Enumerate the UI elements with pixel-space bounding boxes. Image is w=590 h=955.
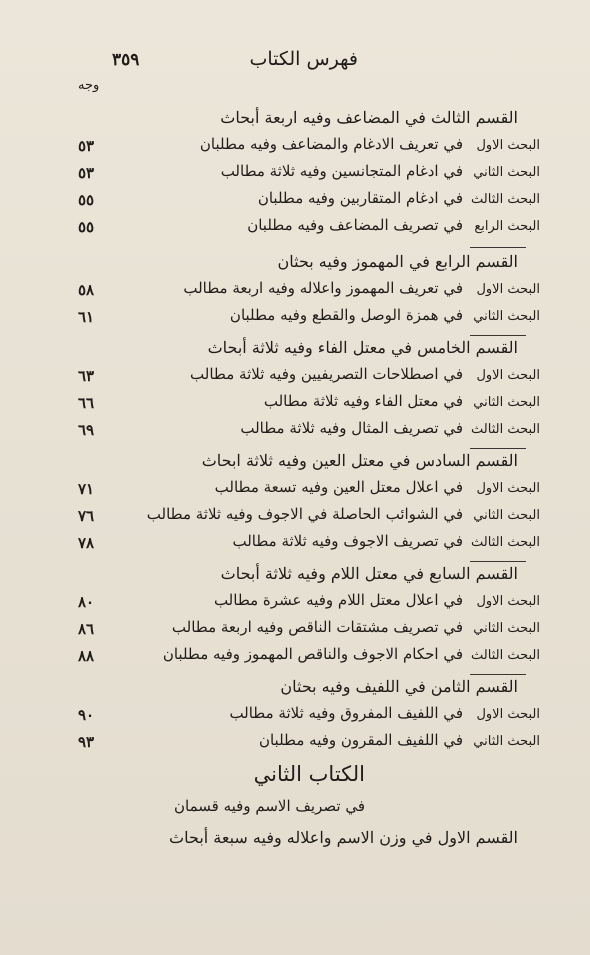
page-ref: ٦٩	[78, 421, 95, 439]
page-ref: ٦٦	[78, 394, 95, 412]
chapter-label: البحث الاول	[476, 481, 540, 496]
page-ref: ٨٠	[78, 593, 95, 611]
chapter-description: في اصطلاحات التصريفيين وفيه ثلاثة مطالب	[190, 365, 463, 383]
chapter-description: في اعلال معتل اللام وفيه عشرة مطالب	[213, 591, 463, 609]
chapter-label: البحث الثاني	[473, 508, 540, 523]
chapter-description: في معتل الفاء وفيه ثلاثة مطالب	[263, 392, 463, 410]
page-ref: ٨٦	[78, 620, 95, 638]
chapter-label: البحث الاول	[476, 368, 540, 383]
book-two-subtitle: في تصريف الاسم وفيه قسمان	[174, 797, 365, 815]
page-ref: ٧٨	[78, 534, 95, 552]
page-ref: ٧١	[78, 480, 95, 498]
section-divider	[470, 674, 526, 675]
chapter-label: البحث الاول	[476, 594, 540, 609]
page-ref: ٧٦	[78, 507, 95, 525]
chapter-label: البحث الثاني	[473, 309, 540, 324]
section-divider	[470, 561, 526, 562]
section-heading: القسم الثالث في المضاعف وفيه اربعة أبحاث	[220, 108, 518, 127]
chapter-label: البحث الثاني	[473, 395, 540, 410]
section-heading: القسم السادس في معتل العين وفيه ثلاثة ابحاث	[201, 451, 518, 470]
chapter-label: البحث الثالث	[471, 192, 540, 207]
chapter-label: البحث الثالث	[471, 535, 540, 550]
chapter-label: البحث الثالث	[471, 422, 540, 437]
chapter-description: في ادغام المتقاربين وفيه مطلبان	[257, 189, 463, 207]
chapter-description: في تعريف المهموز واعلاله وفيه اربعة مطالب	[183, 279, 463, 297]
chapter-label: البحث الثالث	[471, 648, 540, 663]
section-divider	[470, 448, 526, 449]
page-ref: ٥٨	[78, 281, 95, 299]
chapter-label: البحث الثاني	[473, 734, 540, 749]
chapter-description: في احكام الاجوف والناقص المهموز وفيه مطلبان	[162, 645, 463, 663]
chapter-description: في ادغام المتجانسين وفيه ثلاثة مطالب	[220, 162, 463, 180]
page-title: فهرس الكتاب	[249, 48, 358, 70]
section-heading: القسم السابع في معتل اللام وفيه ثلاثة أبحاث	[220, 564, 518, 583]
section-heading: القسم الرابع في المهموز وفيه بحثان	[277, 252, 518, 271]
chapter-description: في تصريف مشتقات الناقص وفيه اربعة مطالب	[171, 618, 463, 636]
page-number: ٣٥٩	[112, 50, 140, 70]
chapter-description: في همزة الوصل والقطع وفيه مطلبان	[229, 306, 463, 324]
page-ref: ٦١	[78, 308, 95, 326]
chapter-description: في اعلال معتل العين وفيه تسعة مطالب	[214, 478, 463, 496]
chapter-label: البحث الاول	[476, 707, 540, 722]
chapter-description: في اللفيف المقرون وفيه مطلبان	[258, 731, 463, 749]
chapter-label: البحث الاول	[476, 282, 540, 297]
page-column-label: وجه	[78, 78, 100, 93]
page-ref: ٩٠	[78, 706, 95, 724]
page-ref: ٥٥	[78, 218, 95, 236]
chapter-description: في الشوائب الحاصلة في الاجوف وفيه ثلاثة مطالب	[146, 505, 463, 523]
chapter-label: البحث الاول	[476, 138, 540, 153]
page-ref: ٥٣	[78, 164, 95, 182]
chapter-label: البحث الثاني	[473, 165, 540, 180]
chapter-description: في تصريف المضاعف وفيه مطلبان	[247, 216, 463, 234]
page-ref: ٨٨	[78, 647, 95, 665]
chapter-description: في تصريف الاجوف وفيه ثلاثة مطالب	[232, 532, 463, 550]
chapter-label: البحث الرابع	[474, 219, 540, 234]
page-ref: ٦٣	[78, 367, 95, 385]
book-two-first-section: القسم الاول في وزن الاسم واعلاله وفيه سبعة أبحاث	[169, 828, 518, 847]
chapter-description: في تعريف الادغام والمضاعف وفيه مطلبان	[199, 135, 463, 153]
chapter-label: البحث الثاني	[473, 621, 540, 636]
section-divider	[470, 335, 526, 336]
book-two-title: الكتاب الثاني	[253, 762, 365, 786]
chapter-description: في اللفيف المفروق وفيه ثلاثة مطالب	[229, 704, 463, 722]
section-divider	[470, 247, 526, 248]
section-heading: القسم الخامس في معتل الفاء وفيه ثلاثة أبحاث	[207, 338, 518, 357]
section-heading: القسم الثامن في اللفيف وفيه بحثان	[280, 677, 518, 696]
page-ref: ٥٥	[78, 191, 95, 209]
page-ref: ٥٣	[78, 137, 95, 155]
chapter-description: في تصريف المثال وفيه ثلاثة مطالب	[240, 419, 463, 437]
page-ref: ٩٣	[78, 733, 95, 751]
